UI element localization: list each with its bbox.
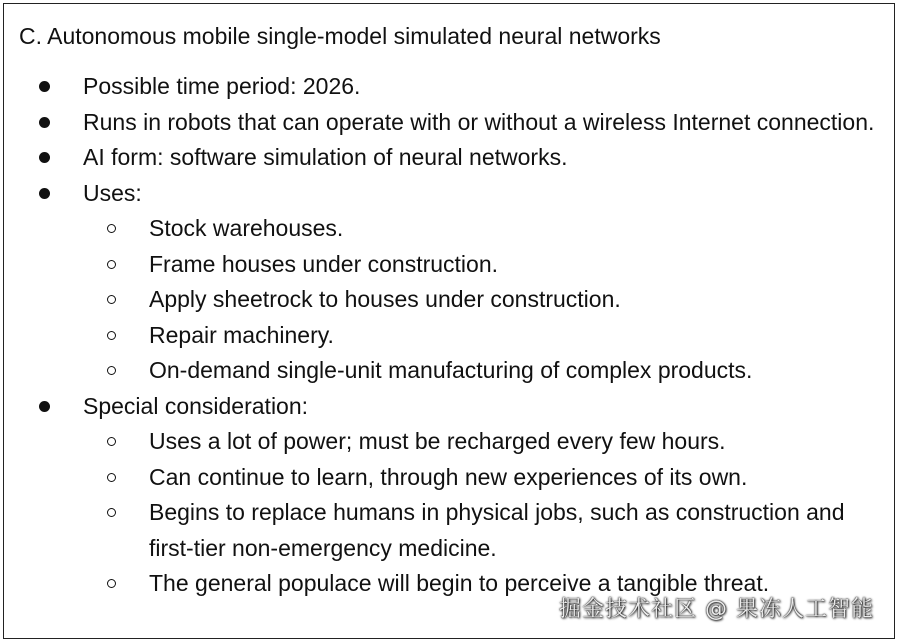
bullet-circle-icon (102, 460, 120, 496)
sub-list-item (4, 318, 895, 354)
list-item (4, 105, 895, 141)
section-heading: C. Autonomous mobile single-model simulated neural networks (19, 23, 661, 49)
bullet-circle-icon (102, 424, 120, 460)
bullet-circle-icon (102, 247, 120, 283)
bullet-disc-icon (35, 176, 53, 212)
sub-list-item (4, 424, 895, 460)
sub-list-item-text: Frame houses under construction. (149, 250, 499, 277)
list-item (4, 389, 895, 425)
sub-list-item (4, 353, 895, 389)
bullet-disc-icon (35, 389, 53, 425)
sub-list-item-text: The general populace will begin to perceive a tangible threat. (149, 570, 770, 596)
list-item-text: AI form: software simulation of neural networks. (83, 144, 568, 170)
sub-list-item (4, 211, 895, 247)
list-item-text: Possible time period: 2026. (83, 73, 361, 99)
sub-list-item (4, 282, 895, 318)
bullet-disc-icon (35, 105, 53, 141)
bullet-circle-icon (102, 318, 120, 354)
bullet-list (4, 69, 895, 602)
sub-list-item-text: Begins to replace humans in physical jobs, such as construction and first-tier non-emergency medicine. (149, 499, 845, 561)
bullet-disc-icon (35, 140, 53, 176)
sub-list-item-text: Stock warehouses. (149, 215, 344, 241)
document-card (3, 3, 895, 639)
list-item (4, 69, 895, 105)
list-item-text: Runs in robots that can operate with or without a wireless Internet connection. (83, 108, 875, 135)
bullet-circle-icon (102, 495, 120, 531)
sub-list-item (4, 460, 895, 496)
sub-list-item-text: Uses a lot of power; must be recharged every few hours. (149, 428, 726, 454)
bullet-circle-icon (102, 211, 120, 247)
sub-list-item (4, 495, 895, 566)
bullet-disc-icon (35, 69, 53, 105)
bullet-circle-icon (102, 566, 120, 602)
list-item-text: Special consideration: (83, 392, 309, 419)
list-item-text: Uses: (83, 179, 142, 206)
list-item (4, 176, 895, 212)
watermark: 掘金技术社区 @ 果冻人工智能 (559, 597, 874, 622)
bullet-circle-icon (102, 353, 120, 389)
list-item (4, 140, 895, 176)
sub-list-item-text: Apply sheetrock to houses under construction. (149, 286, 621, 312)
bullet-circle-icon (102, 282, 120, 318)
sub-list-item (4, 247, 895, 283)
sub-list-item-text: On-demand single-unit manufacturing of complex products. (149, 357, 753, 383)
sub-list-item-text: Repair machinery. (149, 321, 334, 348)
sub-list-item-text: Can continue to learn, through new experiences of its own. (149, 463, 748, 490)
